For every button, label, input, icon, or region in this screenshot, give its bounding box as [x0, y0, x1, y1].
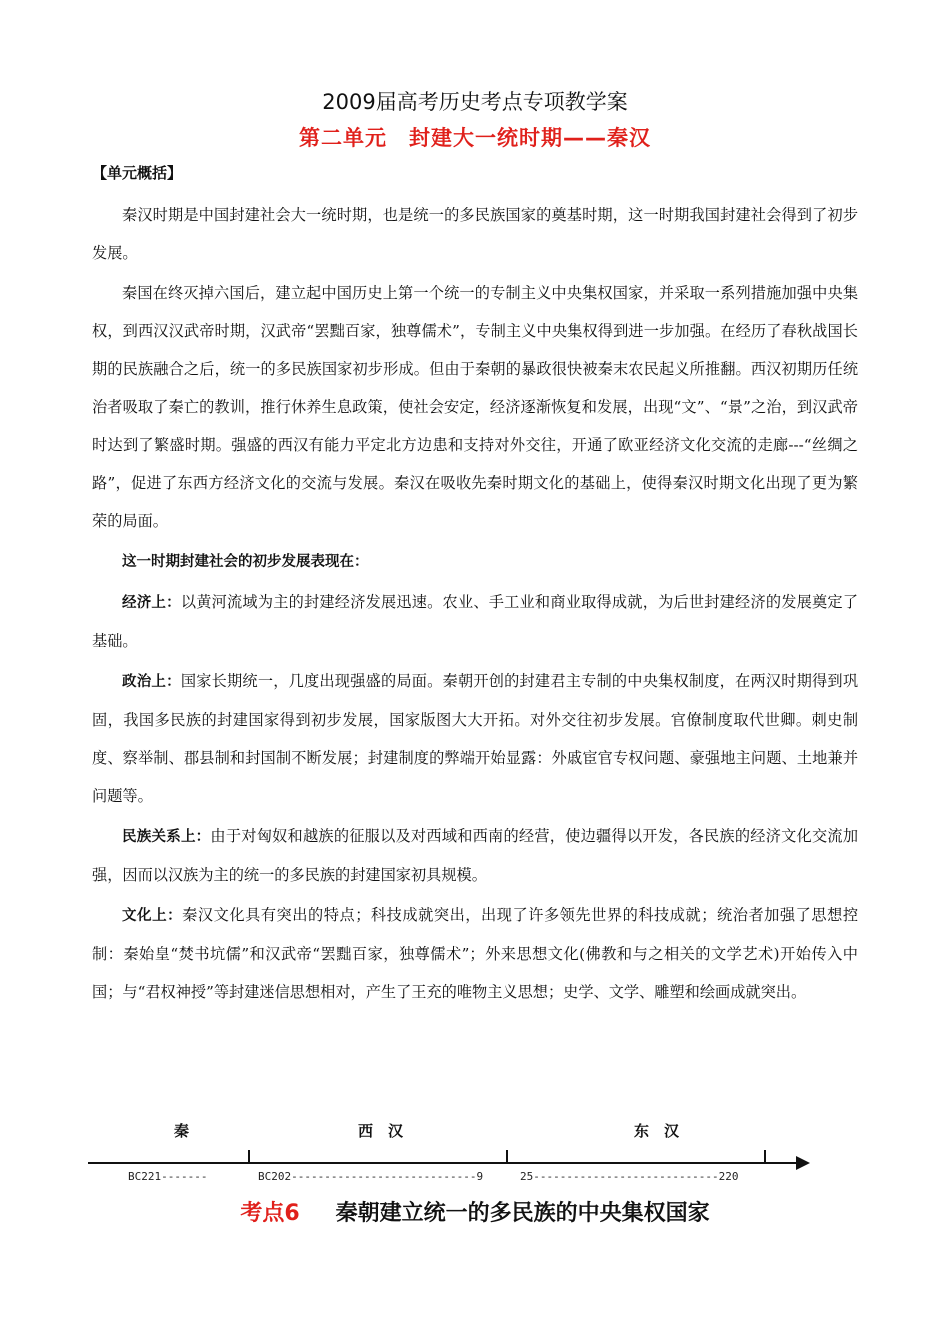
timeline-label-donghan: 东 汉	[634, 1122, 680, 1140]
timeline-axis	[88, 1162, 800, 1164]
timeline-range-xihan: BC202----------------------------9	[258, 1170, 484, 1183]
document-title: 2009届高考历史考点专项教学案	[322, 90, 628, 114]
summary-paragraph-1: 秦汉时期是中国封建社会大一统时期，也是统一的多民族国家的奠基时期，这一时期我国封建社会得到了初步发展。	[92, 206, 858, 262]
culture-text: 秦汉文化具有突出的特点；科技成就突出，出现了许多领先世界的科技成就；统治者加强了思想控制：秦始皇“焚书坑儒”和汉武帝“罢黜百家，独尊儒术”；外来思想文化(佛教和与之相关的文学艺术)开始传入中国；与“君权神授”等封建迷信思想相对，产生了王充的唯物主义思想；史学、文学、雕塑和绘画成就突出。	[92, 906, 859, 1001]
unit-summary-body	[92, 196, 858, 1011]
ethnic-relations-paragraph	[92, 817, 858, 894]
timeline-tick	[248, 1150, 250, 1163]
culture-label: 文化上：	[122, 908, 183, 924]
development-intro-text: 这一时期封建社会的初步发展表现在：	[122, 554, 369, 570]
politics-label: 政治上：	[122, 674, 181, 690]
politics-paragraph	[92, 662, 858, 815]
timeline-label-qin: 秦	[174, 1122, 190, 1140]
exam-point-heading	[0, 1196, 950, 1227]
timeline-label-xihan: 西 汉	[358, 1122, 404, 1140]
timeline-tick	[506, 1150, 508, 1163]
summary-paragraph-2: 秦国在终灭掉六国后，建立起中国历史上第一个统一的专制主义中央集权国家，并采取一系列措施加强中央集权，到西汉汉武帝时期，汉武帝“罢黜百家，独尊儒术”，专制主义中央集权得到进一步加强。在经历了春秋战国长期的民族融合之后，统一的多民族国家初步形成。但由于秦朝的暴政很快被秦末农民起义所推翻。西汉初期历任统治者吸取了秦亡的教训，推行休养生息政策，使社会安定，经济逐渐恢复和发展，出现“文”、“景”之治，到汉武帝时达到了繁盛时期。强盛的西汉有能力平定北方边患和支持对外交往，开通了欧亚经济文化交流的走廊---“丝绸之路”，促进了东西方经济文化的交流与发展。秦汉在吸收先秦时期文化的基础上，使得秦汉时期文化出现了更为繁荣的局面。	[92, 284, 858, 530]
culture-paragraph	[92, 896, 858, 1011]
section-heading: 【单元概括】	[92, 164, 183, 182]
ethnic-relations-label: 民族关系上：	[122, 829, 211, 845]
exam-point-title: 秦朝建立统一的多民族的中央集权国家	[335, 1201, 710, 1226]
timeline-tick	[764, 1150, 766, 1163]
economy-paragraph	[92, 583, 858, 660]
politics-text: 国家长期统一，几度出现强盛的局面。秦朝开创的封建君主专制的中央集权制度，在两汉时期得到巩固，我国多民族的封建国家得到初步发展，国家版图大大开拓。对外交往初步发展。官僚制度取代世卿。刺史制度、察举制、郡县制和封国制不断发展；封建制度的弊端开始显露：外戚宦官专权问题、豪强地主问题、土地兼并问题等。	[92, 672, 859, 805]
timeline-arrow-icon	[796, 1156, 810, 1170]
ethnic-relations-text: 由于对匈奴和越族的征服以及对西域和西南的经营，使边疆得以开发，各民族的经济文化交流加强，因而以汉族为主的统一的多民族的封建国家初具规模。	[92, 827, 859, 884]
timeline-range-donghan: 25----------------------------220	[520, 1170, 739, 1183]
economy-label: 经济上：	[122, 595, 181, 611]
development-intro	[92, 542, 858, 581]
timeline-range-qin: BC221-------	[128, 1170, 208, 1183]
unit-subtitle: 第二单元 封建大一统时期——秦汉	[299, 126, 651, 150]
dynasty-timeline	[88, 1110, 828, 1200]
exam-point-number: 考点6	[240, 1201, 300, 1226]
economy-text: 以黄河流域为主的封建经济发展迅速。农业、手工业和商业取得成就，为后世封建经济的发展奠定了基础。	[92, 593, 859, 650]
